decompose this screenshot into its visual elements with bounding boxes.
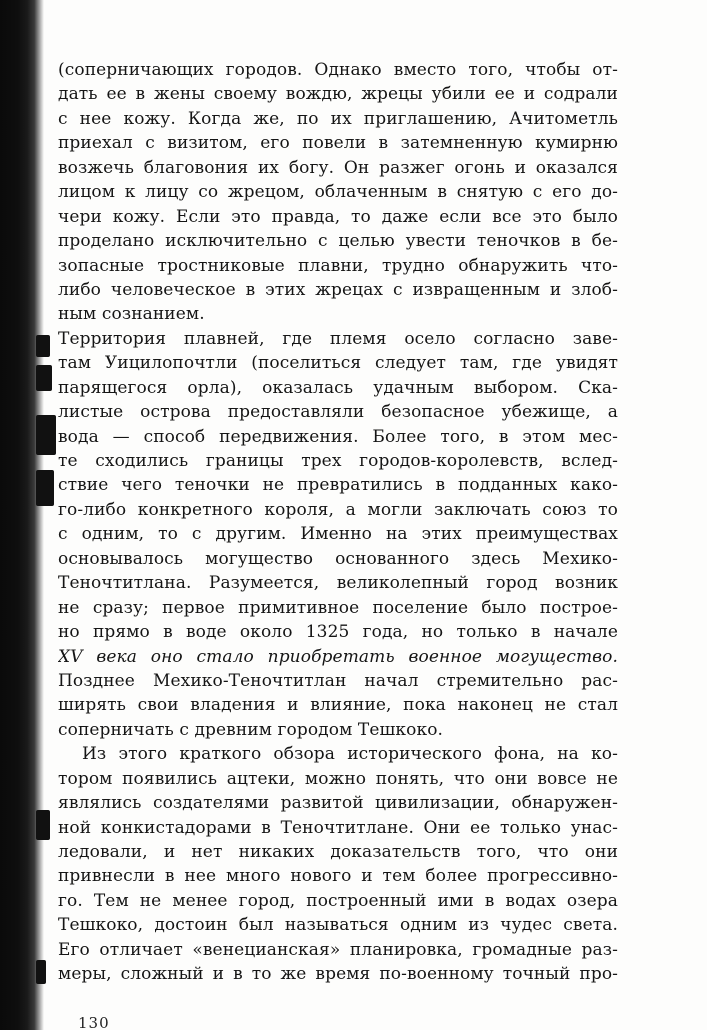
body-text — [58, 58, 618, 987]
text-line: но прямо в воде около 1325 года, но только в начале — [58, 622, 618, 643]
text-line: соперничать с древним городом Тешкоко. — [58, 719, 444, 740]
text-line: меры, сложный и в то же время по-военному точный про- — [58, 964, 618, 985]
text-line: ледовали, и нет никаких доказательств того, что они — [58, 842, 618, 862]
text-line: привнесли в нее много нового и тем более прогрессивно- — [58, 866, 618, 887]
text-line: не сразу; первое примитивное поселение было построе- — [58, 597, 618, 618]
text-line: либо человеческое в этих жрецах с извращенным и злоб- — [58, 279, 618, 300]
text-line: го-либо конкретного короля, а могли заключать союз то — [58, 499, 618, 520]
binding-blot — [36, 810, 50, 840]
text-line: Из этого краткого обзора исторического фона, на ко- — [82, 744, 618, 765]
text-line: приехал с визитом, его повели в затемненную кумирню — [58, 133, 618, 154]
text-line: с одним, то с другим. Именно на этих преимуществах — [58, 524, 618, 545]
text-line: ствие чего теночки не превратились в подданных како- — [58, 475, 618, 496]
binding-blot — [36, 960, 46, 984]
text-line: Теночтитлана. Разумеется, великолепный город возник — [58, 573, 618, 594]
text-line: дать ее в жены своему вождю, жрецы убили ее и содрали — [58, 84, 618, 105]
binding-blot — [36, 415, 56, 455]
text-line: зопасные тростниковые плавни, трудно обнаружить что- — [58, 255, 618, 276]
text-line: ным сознанием. — [58, 304, 205, 325]
text-line: являлись создателями развитой цивилизации, обнаружен- — [58, 793, 618, 814]
text-line: там Уицилопочтли (поселиться следует там, где увидят — [58, 353, 618, 374]
text-line: го. Тем не менее город, построенный ими в водах озера — [58, 890, 618, 911]
text-line: (соперничающих городов. Однако вместо того, чтобы от- — [58, 60, 618, 80]
binding-blot — [36, 470, 54, 506]
text-line: Позднее Мехико-Теночтитлан начал стремительно рас- — [58, 670, 618, 691]
text-line: Территория плавней, где племя осело согласно заве- — [58, 328, 618, 349]
text-line: лицом к лицу со жрецом, облаченным в снятую с его до- — [58, 182, 618, 203]
text-line: чери кожу. Если это правда, то даже если все это было — [58, 206, 618, 227]
text-line: парящегося орла), оказалась удачным выбором. Ска- — [58, 377, 618, 398]
text-line: ширять свои владения и влияние, пока наконец не стал — [58, 695, 618, 716]
text-line: те сходились границы трех городов-королевств, вслед- — [58, 451, 618, 471]
text-line: тором появились ацтеки, можно понять, что они вовсе не — [58, 768, 618, 789]
binding-shadow — [0, 0, 44, 1030]
text-line: ной конкистадорами в Теночтитлане. Они ее только унас- — [58, 817, 618, 838]
text-line: проделано исключительно с целью увести теночков в бе- — [58, 231, 618, 252]
text-line: с нее кожу. Когда же, по их приглашению, Ачитометль — [58, 108, 618, 129]
text-line: основывалось могущество основанного здесь Мехико- — [58, 548, 618, 569]
text-line: Тешкоко, достоин был называться одним из чудес света. — [58, 915, 618, 936]
text-line: XV века оно стало приобретать военное могущество. — [58, 646, 618, 667]
page-number: 130 — [78, 1014, 110, 1030]
text-line: Его отличает «венецианская» планировка, громадные раз- — [58, 939, 618, 960]
text-line: листые острова предоставляли безопасное убежище, а — [58, 402, 618, 423]
text-line: возжечь благовония их богу. Он разжег огонь и оказался — [58, 157, 618, 178]
binding-blot — [36, 365, 52, 391]
binding-blot — [36, 335, 50, 357]
text-line: вода — способ передвижения. Более того, в этом мес- — [58, 426, 618, 447]
